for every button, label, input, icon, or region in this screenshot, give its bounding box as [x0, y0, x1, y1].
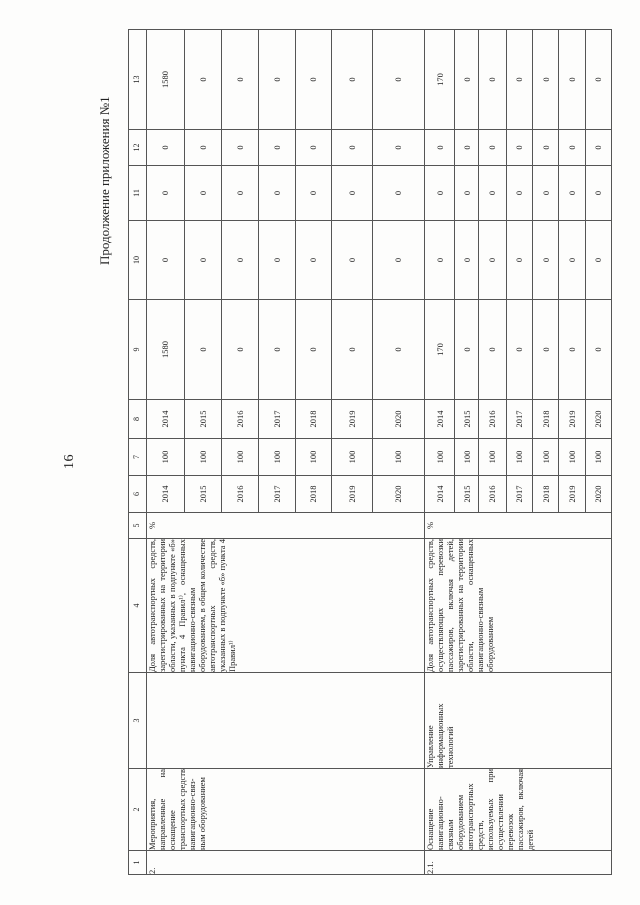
cell-value: 0 [454, 221, 478, 300]
cell-value: 0 [332, 221, 373, 300]
cell-value: 0 [146, 221, 184, 300]
cell-value: 0 [559, 30, 585, 130]
cell-value: 2015 [454, 476, 478, 513]
cell-value: 1580 [146, 300, 184, 400]
cell-value: 100 [425, 439, 455, 476]
cell-value: 100 [258, 439, 295, 476]
cell-value: 2017 [258, 400, 295, 439]
col-header: 3 [129, 673, 147, 769]
item-number: 2.1. [425, 851, 612, 875]
item-executor [146, 673, 425, 769]
cell-value: 0 [506, 166, 532, 221]
cell-value: 0 [295, 166, 331, 221]
cell-value: 0 [506, 221, 532, 300]
item-executor: Управление информационных технологий [425, 673, 612, 769]
cell-value: 0 [332, 166, 373, 221]
cell-value: 0 [585, 300, 611, 400]
col-header: 8 [129, 400, 147, 439]
cell-value: 0 [532, 30, 558, 130]
cell-value: 2018 [295, 476, 331, 513]
cell-value: 0 [372, 166, 425, 221]
cell-value: 100 [146, 439, 184, 476]
cell-value: 2014 [425, 476, 455, 513]
item-indicator: Доля автотранспортных средств, осуществляющих перевозки пассажиров, включая детей, зарегистрированных на территории области, оснащенных навигационно-связным оборудованием [425, 539, 612, 673]
cell-value: 100 [454, 439, 478, 476]
cell-value: 2016 [479, 400, 506, 439]
page-number: 16 [62, 454, 77, 469]
cell-value: 0 [506, 130, 532, 166]
cell-value: 0 [585, 30, 611, 130]
cell-value: 0 [258, 221, 295, 300]
cell-value: 100 [372, 439, 425, 476]
cell-value: 2014 [146, 400, 184, 439]
col-header: 1 [129, 851, 147, 875]
appendix-title: Продолжение приложения №1 [97, 96, 112, 265]
cell-value: 100 [222, 439, 258, 476]
cell-value: 0 [479, 300, 506, 400]
cell-value: 0 [146, 130, 184, 166]
cell-value: 2018 [532, 476, 558, 513]
col-header: 13 [129, 30, 147, 130]
cell-value: 2020 [585, 400, 611, 439]
cell-value: 0 [146, 166, 184, 221]
col-header: 12 [129, 130, 147, 166]
cell-value: 2017 [506, 476, 532, 513]
cell-value: 2018 [295, 400, 331, 439]
cell-value: 0 [258, 166, 295, 221]
cell-value: 0 [184, 30, 221, 130]
col-header: 10 [129, 221, 147, 300]
cell-value: 0 [295, 221, 331, 300]
item-title: Оснащение навигационно-связным оборудованием автотранспортных средств, используемых при осуществлении перевозок пассажиров, включая детей [425, 769, 612, 851]
cell-value: 100 [585, 439, 611, 476]
cell-value: 2019 [332, 476, 373, 513]
cell-value: 2020 [585, 476, 611, 513]
cell-value: 2017 [506, 400, 532, 439]
cell-value: 0 [425, 130, 455, 166]
cell-value: 2016 [479, 476, 506, 513]
cell-value: 0 [454, 30, 478, 130]
cell-value: 100 [559, 439, 585, 476]
cell-value: 0 [295, 30, 331, 130]
cell-value: 2014 [425, 400, 455, 439]
cell-value: 0 [184, 130, 221, 166]
cell-value: 100 [532, 439, 558, 476]
cell-value: 100 [184, 439, 221, 476]
cell-value: 2015 [454, 400, 478, 439]
cell-value: 0 [479, 166, 506, 221]
cell-value: 0 [532, 130, 558, 166]
cell-value: 2019 [559, 476, 585, 513]
cell-value: 0 [559, 166, 585, 221]
cell-value: 170 [425, 30, 455, 130]
cell-value: 0 [479, 130, 506, 166]
cell-value: 0 [585, 130, 611, 166]
cell-value: 0 [454, 130, 478, 166]
cell-value: 0 [454, 300, 478, 400]
cell-value: 0 [372, 30, 425, 130]
cell-value: 0 [222, 300, 258, 400]
cell-value: 0 [184, 221, 221, 300]
cell-value: 0 [425, 166, 455, 221]
cell-value: 0 [372, 300, 425, 400]
cell-value: 0 [585, 221, 611, 300]
cell-value: 2015 [184, 476, 221, 513]
cell-value: 0 [532, 300, 558, 400]
item-unit: % [425, 513, 612, 539]
cell-value: 0 [184, 166, 221, 221]
cell-value: 0 [332, 130, 373, 166]
col-header: 11 [129, 166, 147, 221]
col-header: 4 [129, 539, 147, 673]
cell-value: 0 [506, 30, 532, 130]
column-number-row [129, 30, 147, 875]
cell-value: 2014 [146, 476, 184, 513]
item-unit: % [146, 513, 425, 539]
cell-value: 0 [372, 130, 425, 166]
cell-value: 0 [532, 221, 558, 300]
cell-value: 0 [454, 166, 478, 221]
cell-value: 100 [332, 439, 373, 476]
cell-value: 1580 [146, 30, 184, 130]
cell-value: 0 [532, 166, 558, 221]
col-header: 6 [129, 476, 147, 513]
item-title: Мероприятия, направленные на оснащение транспортных средств навигационно-связ-ным оборудованием [146, 769, 425, 851]
cell-value: 2019 [332, 400, 373, 439]
cell-value: 2016 [222, 400, 258, 439]
cell-value: 0 [425, 221, 455, 300]
table-row [146, 30, 184, 875]
table-row [425, 30, 455, 875]
cell-value: 0 [559, 300, 585, 400]
cell-value: 2017 [258, 476, 295, 513]
cell-value: 2015 [184, 400, 221, 439]
item-indicator: Доля автотранспортных средств, зарегистрированных на территории области, указанных в подпункте «б» пункта 4 Правил¹⁾, оснащенных навигационно-связным оборудованием, в общем количестве автотранспортных средств, указанных в подпункте «б» пункта 4 Правил¹⁾ [146, 539, 425, 673]
cell-value: 2020 [372, 476, 425, 513]
cell-value: 0 [506, 300, 532, 400]
cell-value: 100 [479, 439, 506, 476]
item-number: 2. [146, 851, 425, 875]
cell-value: 0 [479, 221, 506, 300]
cell-value: 0 [295, 130, 331, 166]
cell-value: 0 [372, 221, 425, 300]
cell-value: 0 [479, 30, 506, 130]
cell-value: 100 [506, 439, 532, 476]
cell-value: 0 [258, 300, 295, 400]
cell-value: 2019 [559, 400, 585, 439]
cell-value: 0 [559, 130, 585, 166]
program-table [128, 29, 612, 875]
cell-value: 100 [295, 439, 331, 476]
cell-value: 0 [585, 166, 611, 221]
cell-value: 0 [332, 30, 373, 130]
cell-value: 0 [222, 130, 258, 166]
cell-value: 0 [222, 30, 258, 130]
col-header: 7 [129, 439, 147, 476]
cell-value: 0 [559, 221, 585, 300]
cell-value: 170 [425, 300, 455, 400]
cell-value: 0 [184, 300, 221, 400]
cell-value: 0 [332, 300, 373, 400]
cell-value: 0 [258, 130, 295, 166]
cell-value: 2020 [372, 400, 425, 439]
cell-value: 2016 [222, 476, 258, 513]
cell-value: 2018 [532, 400, 558, 439]
cell-value: 0 [258, 30, 295, 130]
col-header: 5 [129, 513, 147, 539]
cell-value: 0 [222, 166, 258, 221]
col-header: 2 [129, 769, 147, 851]
cell-value: 0 [222, 221, 258, 300]
cell-value: 0 [295, 300, 331, 400]
col-header: 9 [129, 300, 147, 400]
